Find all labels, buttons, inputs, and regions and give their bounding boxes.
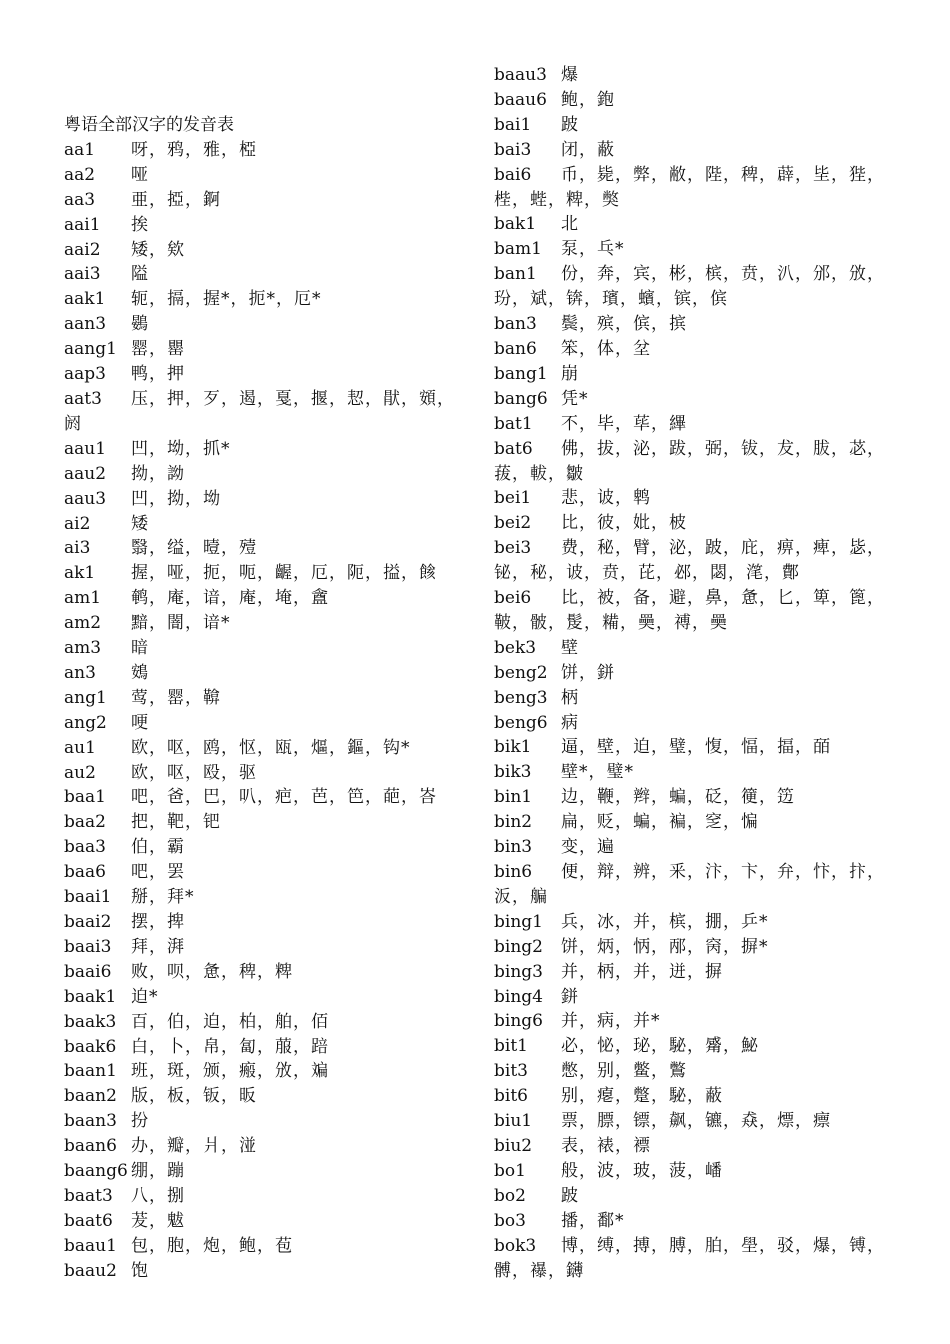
romanization: ban3 <box>494 314 537 335</box>
pronunciation-entry <box>64 810 464 835</box>
pronunciation-entry <box>64 337 464 362</box>
romanization: au1 <box>64 737 96 758</box>
characters: 泵，乓* <box>561 239 625 260</box>
romanization: baau1 <box>64 1235 117 1256</box>
characters: 变，遍 <box>561 837 615 858</box>
pronunciation-entry <box>494 212 894 237</box>
pronunciation-entry <box>64 1234 464 1259</box>
pronunciation-entry <box>64 1134 464 1159</box>
characters: 矮，欸 <box>131 239 185 260</box>
romanization: bei2 <box>494 513 532 534</box>
pronunciation-entry <box>494 138 894 163</box>
romanization: bok3 <box>494 1235 537 1256</box>
characters: 暗 <box>131 638 149 659</box>
pronunciation-entry <box>64 163 464 188</box>
romanization: am3 <box>64 638 102 659</box>
characters: 柄 <box>561 687 579 708</box>
romanization: bai6 <box>494 164 532 185</box>
characters: 绷，蹦 <box>131 1161 185 1182</box>
romanization: ai3 <box>64 538 91 559</box>
romanization: baai2 <box>64 912 112 932</box>
characters: 翳，缢，曀，殪 <box>131 538 257 559</box>
left-entry-list <box>64 138 464 1284</box>
characters: 罂，罌 <box>131 339 185 360</box>
pronunciation-entry <box>494 860 894 885</box>
characters: 班，斑，颁，瘢，攽，斒 <box>131 1061 329 1082</box>
romanization: bat6 <box>494 438 533 459</box>
pronunciation-entry <box>64 536 464 561</box>
romanization: bit1 <box>494 1036 528 1057</box>
pronunciation-entry <box>494 511 894 536</box>
characters: 不，毕，荜，縪 <box>561 413 687 434</box>
romanization: bing1 <box>494 911 543 932</box>
pronunciation-entry <box>64 238 464 263</box>
pronunciation-entry <box>64 262 464 287</box>
characters: 扮 <box>131 1111 149 1132</box>
characters: 别，瘪，蹩，駜，蔽 <box>561 1086 723 1107</box>
pronunciation-entry <box>64 960 464 985</box>
characters: 鷃 <box>131 314 149 335</box>
characters-continuation: 髆，襮，鑮 <box>494 1260 584 1281</box>
pronunciation-entry <box>494 113 894 138</box>
romanization: aat3 <box>64 388 102 409</box>
pronunciation-entry <box>494 636 894 661</box>
characters-continuation: 铋，秘，诐，贲，芘，邲，閟，滗，鄪 <box>494 563 800 584</box>
characters: 欧，呕，殴，驱 <box>131 762 257 783</box>
pronunciation-entry <box>64 1010 464 1035</box>
characters: 茇，魃 <box>131 1210 185 1231</box>
pronunciation-entry <box>494 935 894 960</box>
romanization: bei6 <box>494 588 532 609</box>
pronunciation-entry <box>494 1009 894 1034</box>
pronunciation-entry <box>494 985 894 1010</box>
characters: 握，哑，扼，呃，齷，厄，阨，搤，餩 <box>131 563 437 584</box>
pronunciation-entry <box>64 1259 464 1284</box>
romanization: baak6 <box>64 1036 117 1057</box>
page-title: 粤语全部汉字的发音表 <box>64 115 234 135</box>
romanization: bai3 <box>494 139 532 160</box>
romanization: baau2 <box>64 1260 117 1281</box>
romanization: bo3 <box>494 1210 526 1231</box>
right-column <box>494 63 894 1283</box>
pronunciation-entry <box>494 387 894 412</box>
romanization: ang2 <box>64 712 107 733</box>
romanization: ban1 <box>494 264 537 285</box>
characters: 轭，搹，握*，扼*，厄* <box>131 289 322 310</box>
characters: 把，靶，钯 <box>131 812 221 833</box>
characters: 挨 <box>131 214 149 235</box>
characters: 亜，掗，錒 <box>131 189 221 210</box>
characters: 悲，诐，鹎 <box>561 488 651 509</box>
characters: 鸭，押 <box>131 364 185 385</box>
characters: 播，鄱* <box>561 1210 625 1231</box>
romanization: baat6 <box>64 1210 113 1231</box>
pronunciation-entry <box>64 935 464 960</box>
romanization: bin1 <box>494 787 533 808</box>
characters: 扁，贬，蝙，褊，窆，惼 <box>561 812 759 833</box>
pronunciation-entry <box>494 1184 894 1209</box>
characters: 百，伯，迫，柏，舶，佰 <box>131 1011 329 1032</box>
pronunciation-entry <box>494 735 894 760</box>
characters: 并，柄，并，迸，摒 <box>561 961 723 982</box>
romanization: beng3 <box>494 687 548 708</box>
characters: 摆，捭 <box>131 912 185 932</box>
pronunciation-entry <box>494 1234 894 1259</box>
characters: 比，彼，妣，柀 <box>561 513 687 534</box>
romanization: aa3 <box>64 189 96 210</box>
pronunciation-entry <box>494 262 894 287</box>
pronunciation-entry <box>64 312 464 337</box>
romanization: aap3 <box>64 364 106 385</box>
romanization: bo2 <box>494 1185 526 1206</box>
characters: 边，鞭，辫，蝙，砭，箯，笾 <box>561 787 795 808</box>
pronunciation-entry <box>64 1109 464 1134</box>
pronunciation-entry <box>494 760 894 785</box>
pronunciation-entry <box>494 337 894 362</box>
romanization: baan2 <box>64 1086 117 1107</box>
pronunciation-entry <box>494 1109 894 1134</box>
romanization: aan3 <box>64 314 107 335</box>
characters: 闭，蔽 <box>561 139 615 160</box>
right-entry-list <box>494 63 894 1283</box>
pronunciation-entry <box>64 661 464 686</box>
romanization: baai3 <box>64 936 112 957</box>
romanization: bak1 <box>494 214 537 235</box>
pronunciation-entry <box>64 1059 464 1084</box>
romanization: bei1 <box>494 488 532 509</box>
romanization: aau1 <box>64 438 107 459</box>
romanization: an3 <box>64 662 96 683</box>
characters: 病 <box>561 712 579 733</box>
romanization: baang6 <box>64 1161 128 1182</box>
characters: 鴳 <box>131 662 149 683</box>
pronunciation-entry <box>64 785 464 810</box>
pronunciation-entry <box>494 163 894 188</box>
pronunciation-entry <box>494 711 894 736</box>
romanization: au2 <box>64 762 96 783</box>
characters: 壁 <box>561 637 579 658</box>
characters: 掰，拜* <box>131 887 195 908</box>
characters: 并，病，并* <box>561 1011 661 1032</box>
characters: 饱 <box>131 1260 149 1281</box>
pronunciation-entry <box>494 661 894 686</box>
characters: 哽 <box>131 712 149 733</box>
romanization: bing4 <box>494 986 543 1007</box>
characters: 凹，坳，抓* <box>131 438 231 459</box>
characters: 压，押，歹，遏，戛，揠，恝，猒，頞， <box>131 388 455 409</box>
pronunciation-entry <box>494 237 894 262</box>
romanization: bin3 <box>494 837 533 858</box>
characters: 办，瓣，爿，湴 <box>131 1136 257 1157</box>
pronunciation-entry <box>494 536 894 561</box>
characters: 拜，湃 <box>131 936 185 957</box>
pronunciation-entry <box>64 636 464 661</box>
pronunciation-entry <box>64 611 464 636</box>
characters: 兵，冰，并，槟，掤，乒* <box>561 911 769 932</box>
characters: 八，捌 <box>131 1185 185 1206</box>
romanization: baa3 <box>64 837 106 858</box>
romanization: ai2 <box>64 513 91 534</box>
pronunciation-entry <box>64 387 464 412</box>
romanization: beng6 <box>494 712 548 733</box>
romanization: baan1 <box>64 1061 117 1082</box>
characters-continuation: 菝，軷，皺 <box>494 463 584 484</box>
pronunciation-entry <box>494 1209 894 1234</box>
characters-continuation: 鞁，骳，髲，糒，奰，禣，奰 <box>494 612 728 633</box>
characters: 鬓，殡，傧，摈 <box>561 314 687 335</box>
pronunciation-entry <box>64 462 464 487</box>
romanization: baan3 <box>64 1111 117 1132</box>
pronunciation-entry <box>494 686 894 711</box>
romanization: aak1 <box>64 289 106 310</box>
romanization: bam1 <box>494 239 542 260</box>
characters-continuation: 汳，艑 <box>494 886 548 907</box>
pronunciation-entry <box>64 188 464 213</box>
pronunciation-entry <box>494 810 894 835</box>
romanization: baa2 <box>64 812 106 833</box>
romanization: biu1 <box>494 1111 533 1132</box>
characters: 欧，呕，鸥，怄，瓯，熰，鏂，钩* <box>131 737 411 758</box>
pronunciation-entry <box>494 785 894 810</box>
pronunciation-entry <box>64 512 464 537</box>
characters: 饼，鉼 <box>561 662 615 683</box>
romanization: biu2 <box>494 1135 533 1156</box>
pronunciation-entry <box>494 1084 894 1109</box>
romanization: ak1 <box>64 563 96 584</box>
left-column <box>64 113 464 1284</box>
pronunciation-entry <box>64 586 464 611</box>
romanization: baak3 <box>64 1011 117 1032</box>
romanization: am1 <box>64 588 102 609</box>
characters: 包，胞，炮，鲍，苞 <box>131 1235 293 1256</box>
pronunciation-entry <box>494 1059 894 1084</box>
characters: 吧，爸，巴，叭，疤，芭，笆，葩，峇 <box>131 787 437 808</box>
romanization: beng2 <box>494 662 548 683</box>
characters: 吧，罢 <box>131 862 185 883</box>
romanization: bin2 <box>494 812 533 833</box>
characters: 便，辩，辨，釆，汴，卞，弁，忭，抃， <box>561 862 885 882</box>
romanization: bing2 <box>494 936 543 957</box>
pronunciation-entry <box>494 362 894 387</box>
romanization: aai2 <box>64 239 101 260</box>
pronunciation-entry <box>494 1159 894 1184</box>
romanization: am2 <box>64 613 102 634</box>
romanization: bang6 <box>494 388 548 409</box>
characters: 白，卜，帛，匐，菔，踣 <box>131 1036 329 1057</box>
characters: 黯，闇，谙* <box>131 613 231 634</box>
characters: 鉼 <box>561 986 579 1007</box>
pronunciation-entry <box>64 686 464 711</box>
pronunciation-entry <box>64 835 464 860</box>
pronunciation-entry <box>64 138 464 163</box>
romanization: baau6 <box>494 89 547 110</box>
romanization: aau2 <box>64 463 107 484</box>
romanization: bek3 <box>494 637 537 658</box>
characters: 表，裱，褾 <box>561 1135 651 1156</box>
characters: 凹，拗，坳 <box>131 488 221 509</box>
characters: 壁*，璧* <box>561 762 634 783</box>
characters: 哑 <box>131 164 149 185</box>
romanization: bik1 <box>494 737 532 758</box>
pronunciation-entry <box>494 1134 894 1159</box>
pronunciation-entry <box>494 88 894 113</box>
romanization: baan6 <box>64 1136 117 1157</box>
pronunciation-entry <box>494 312 894 337</box>
characters: 鹌，庵，谙，庵，埯，盦 <box>131 588 329 609</box>
characters: 份，奔，宾，彬，槟，贲，汃，邠，攽， <box>561 264 885 285</box>
characters: 伯，霸 <box>131 837 185 858</box>
characters: 败，呗，惫，稗，粺 <box>131 961 293 982</box>
romanization: baat3 <box>64 1185 113 1206</box>
characters-continuation: 玢，斌，锛，璸，蠙，镔，傧 <box>494 289 728 310</box>
characters: 饼，炳，怲，邴，窉，摒* <box>561 936 769 957</box>
characters: 博，缚，搏，膊，胉，壆，驳，爆，镈， <box>561 1235 885 1256</box>
characters: 佛，拔，泌，跋，弼，钹，犮，胈，苾， <box>561 438 885 459</box>
pronunciation-entry <box>64 885 464 910</box>
romanization: bat1 <box>494 413 533 434</box>
pronunciation-entry <box>494 1034 894 1059</box>
characters: 崩 <box>561 363 579 384</box>
romanization: baa1 <box>64 787 106 808</box>
pronunciation-entry <box>64 910 464 935</box>
characters: 鲍，鉋 <box>561 89 615 110</box>
pronunciation-entry <box>64 1184 464 1209</box>
characters-continuation: 梐，蜌，粺，獘 <box>494 189 620 210</box>
romanization: bit3 <box>494 1061 528 1082</box>
pronunciation-entry <box>64 362 464 387</box>
pronunciation-entry <box>494 486 894 511</box>
characters: 跛 <box>561 1185 579 1206</box>
pronunciation-entry <box>64 1035 464 1060</box>
romanization: ban6 <box>494 338 537 359</box>
romanization: aa1 <box>64 139 96 160</box>
romanization: baai6 <box>64 961 112 982</box>
characters: 迫* <box>131 986 159 1007</box>
pronunciation-entry <box>494 586 894 611</box>
characters: 般，波，玻，菠，嶓 <box>561 1160 723 1181</box>
pronunciation-entry <box>64 860 464 885</box>
romanization: ang1 <box>64 687 107 708</box>
pronunciation-entry <box>64 985 464 1010</box>
romanization: baak1 <box>64 986 117 1007</box>
pronunciation-entry <box>494 63 894 88</box>
pronunciation-entry <box>494 910 894 935</box>
characters: 拗，詏 <box>131 463 185 484</box>
romanization: aai3 <box>64 264 101 285</box>
romanization: baau3 <box>494 65 547 85</box>
pronunciation-entry <box>494 960 894 985</box>
pronunciation-entry <box>64 761 464 786</box>
pronunciation-entry <box>64 213 464 238</box>
romanization: aau3 <box>64 488 107 509</box>
characters: 隘 <box>131 264 149 285</box>
romanization: bing3 <box>494 961 543 982</box>
pronunciation-entry <box>64 1159 464 1184</box>
romanization: bang1 <box>494 363 548 384</box>
romanization: bin6 <box>494 862 533 882</box>
romanization: bing6 <box>494 1011 543 1032</box>
pronunciation-entry <box>494 437 894 462</box>
characters-continuation: 阏 <box>64 413 82 434</box>
characters: 票，膘，镖，飙，镳，猋，熛，瘭 <box>561 1111 831 1132</box>
romanization: bik3 <box>494 762 532 783</box>
characters: 逼，壁，迫，璧，愎，愊，揊，皕 <box>561 737 831 758</box>
characters: 北 <box>561 214 579 235</box>
pronunciation-entry <box>64 736 464 761</box>
characters: 矮 <box>131 513 149 534</box>
characters: 跛 <box>561 114 579 135</box>
pronunciation-entry <box>64 561 464 586</box>
romanization: bo1 <box>494 1160 526 1181</box>
romanization: baai1 <box>64 887 112 908</box>
pronunciation-entry <box>494 835 894 860</box>
characters: 呀，鸦，雅，椏 <box>131 139 257 160</box>
romanization: bei3 <box>494 538 532 559</box>
characters: 莺，罂，鞥 <box>131 687 221 708</box>
pronunciation-entry <box>64 1084 464 1109</box>
characters: 憋，别，鳖，鷩 <box>561 1061 687 1082</box>
characters: 版，板，钣，昄 <box>131 1086 257 1107</box>
characters: 费，秘，臂，泌，跛，庇，痹，痺，毖， <box>561 538 885 559</box>
pronunciation-entry <box>494 412 894 437</box>
pronunciation-entry <box>64 437 464 462</box>
romanization: bit6 <box>494 1086 528 1107</box>
romanization: aa2 <box>64 164 96 185</box>
characters: 凭* <box>561 388 589 409</box>
pronunciation-entry <box>64 487 464 512</box>
romanization: baa6 <box>64 862 106 883</box>
romanization: bai1 <box>494 114 532 135</box>
characters: 爆 <box>561 65 579 85</box>
characters: 必，怭，珌，駜，觱，鮅 <box>561 1036 759 1057</box>
characters: 币，毙，弊，敝，陛，稗，薜，坒，狴， <box>561 164 885 185</box>
pronunciation-entry <box>64 711 464 736</box>
characters: 比，被，备，避，鼻，惫，匕，箄，篦， <box>561 588 885 609</box>
romanization: aang1 <box>64 339 117 360</box>
romanization: aai1 <box>64 214 101 235</box>
pronunciation-entry <box>64 287 464 312</box>
pronunciation-entry <box>64 1209 464 1234</box>
characters: 笨，体，坌 <box>561 338 651 359</box>
